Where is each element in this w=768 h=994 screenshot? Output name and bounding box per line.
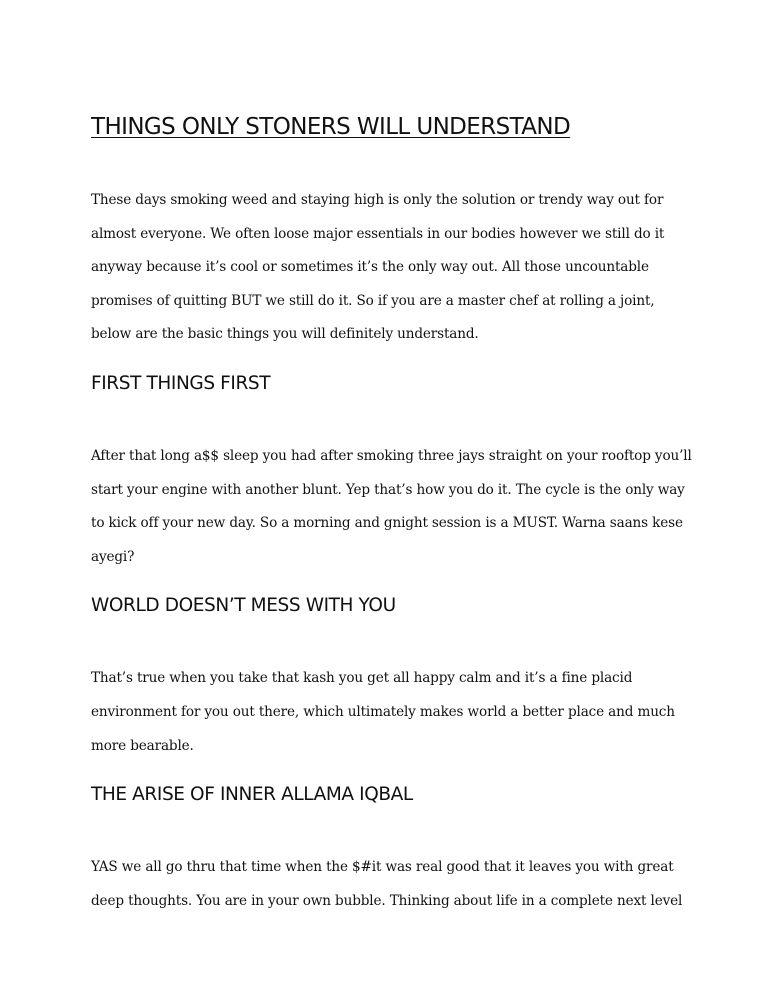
paragraph-line: environment for you out there, which ultimately makes world a better place and much [91,703,675,720]
section-paragraph-inner-allama-iqbal [91,851,691,918]
paragraph-line: start your engine with another blunt. Yep that’s how you do it. The cycle is the only way [91,481,685,498]
section-paragraph-first-things-first [91,440,691,574]
section-paragraph-world-doesnt-mess [91,662,691,763]
paragraph-line: ayegi? [91,548,135,565]
section-heading-inner-allama-iqbal: THE ARISE OF INNER ALLAMA IQBAL [91,784,413,806]
paragraph-line: to kick off your new day. So a morning and gnight session is a MUST. Warna saans kese [91,515,683,532]
paragraph-line: That’s true when you take that kash you get all happy calm and it’s a fine placid [91,670,633,687]
paragraph-line: promises of quitting BUT we still do it. So if you are a master chef at rolling a joint, [91,292,655,309]
intro-paragraph [91,184,691,352]
paragraph-line: more bearable. [91,737,194,754]
paragraph-line: These days smoking weed and staying high is only the solution or trendy way out for [91,192,664,208]
paragraph-line: deep thoughts. You are in your own bubble. Thinking about life in a complete next level [91,892,683,909]
paragraph-line: almost everyone. We often loose major essentials in our bodies however we still do it [91,225,665,242]
paragraph-line: anyway because it’s cool or sometimes it’s the only way out. All those uncountable [91,259,649,276]
section-heading-first-things-first: FIRST THINGS FIRST [91,372,271,394]
document-title: THINGS ONLY STONERS WILL UNDERSTAND [91,114,571,140]
paragraph-line: YAS we all go thru that time when the $#it was real good that it leaves you with great [91,859,674,876]
paragraph-line: After that long a$$ sleep you had after smoking three jays straight on your rooftop you’ll [91,447,692,464]
document-body [91,110,691,918]
section-heading-world-doesnt-mess: WORLD DOESN’T MESS WITH YOU [91,595,396,617]
paragraph-line: below are the basic things you will definitely understand. [91,326,479,343]
